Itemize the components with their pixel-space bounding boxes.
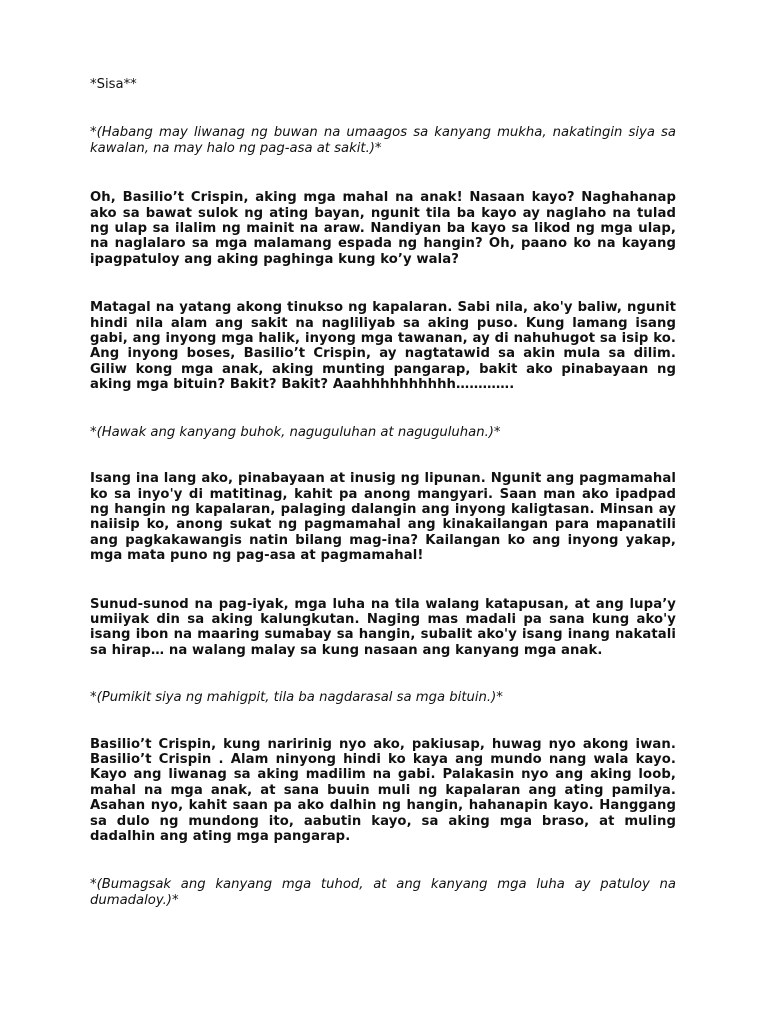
monologue-paragraph: Oh, Basilio’t Crispin, aking mga mahal na anak! Nasaan kayo? Naghahanap ako sa bawat sulok ng ating bayan, ngunit tila ba kayo ay naglaho na tulad ng ulap sa ilalim ng mainit na araw. Nandiyan ba kayo sa likod ng mga ulap, na naglalaro sa mga malamang espada ng hangin? Oh, paano ko na kayang ipagpatuloy ang aking paghinga kung ko’y wala? [90,190,676,267]
stage-direction: *(Bumagsak ang kanyang mga tuhod, at ang kanyang mga luha ay patuloy na dumadaloy.)* [90,877,676,908]
monologue-paragraph: Isang ina lang ako, pinabayaan at inusig ng lipunan. Ngunit ang pagmamahal ko sa inyo'y di matitinag, kahit pa anong mangyari. Saan man ako ipadpad ng hangin ng kapalaran, palaging dalangin ang inyong kaligtasan. Minsan ay naiisip ko, anong sukat ng pagmamahal ang kinakailangan para mapanatili ang pagkakawangis natin bilang mag-ina? Kailangan ko ang inyong yakap, mga mata puno ng pag-asa at pagmamahal! [90,471,676,564]
stage-direction: *(Habang may liwanag ng buwan na umaagos sa kanyang mukha, nakatingin siya sa kawalan, na may halo ng pag-asa at sakit.)* [90,125,676,156]
document-page [90,77,676,908]
monologue-paragraph: Matagal na yatang akong tinukso ng kapalaran. Sabi nila, ako'y baliw, ngunit hindi nila alam ang sakit na nagliliyab sa aking puso. Kung lamang isang gabi, ang inyong mga halik, inyong mga tawanan, ay di nahuhugot sa isip ko. Ang inyong boses, Basilio’t Crispin, ay nagtatawid sa akin mula sa dilim. Giliw kong mga anak, aking munting pangarap, bakit ako pinabayaan ng aking mga bituin? Bakit? Bakit? Aaahhhhhhhhhh…………. [90,300,676,393]
stage-direction: *(Hawak ang kanyang buhok, naguguluhan at naguguluhan.)* [90,424,501,440]
monologue-paragraph: Sunud-sunod na pag-iyak, mga luha na tila walang katapusan, at ang lupa’y umiiyak din sa aking kalungkutan. Naging mas madali pa sana kung ako'y isang ibon na maaring sumabay sa hangin, subalit ako'y isang inang nakatali sa hirap… na walang malay sa kung nasaan ang kanyang mga anak. [90,596,676,658]
stage-direction: *(Pumikit siya ng mahigpit, tila ba nagdarasal sa mga bituin.)* [90,690,503,706]
document-title: *Sisa** [90,77,137,92]
monologue-paragraph: Basilio’t Crispin, kung naririnig nyo ako, pakiusap, huwag nyo akong iwan. Basilio’t Crispin . Alam ninyong hindi ko kaya ang mundo nang wala kayo. Kayo ang liwanag sa aking madilim na gabi. Palakasin nyo ang aking loob, mahal na mga anak, at sana buuin muli ng kapalaran ang ating pamilya. Asahan nyo, kahit saan pa ako dalhin ng hangin, hahanapin kayo. Hanggang sa dulo ng mundong ito, aabutin kayo, sa aking mga braso, at muling dadalhin ang ating mga pangarap. [90,736,676,844]
